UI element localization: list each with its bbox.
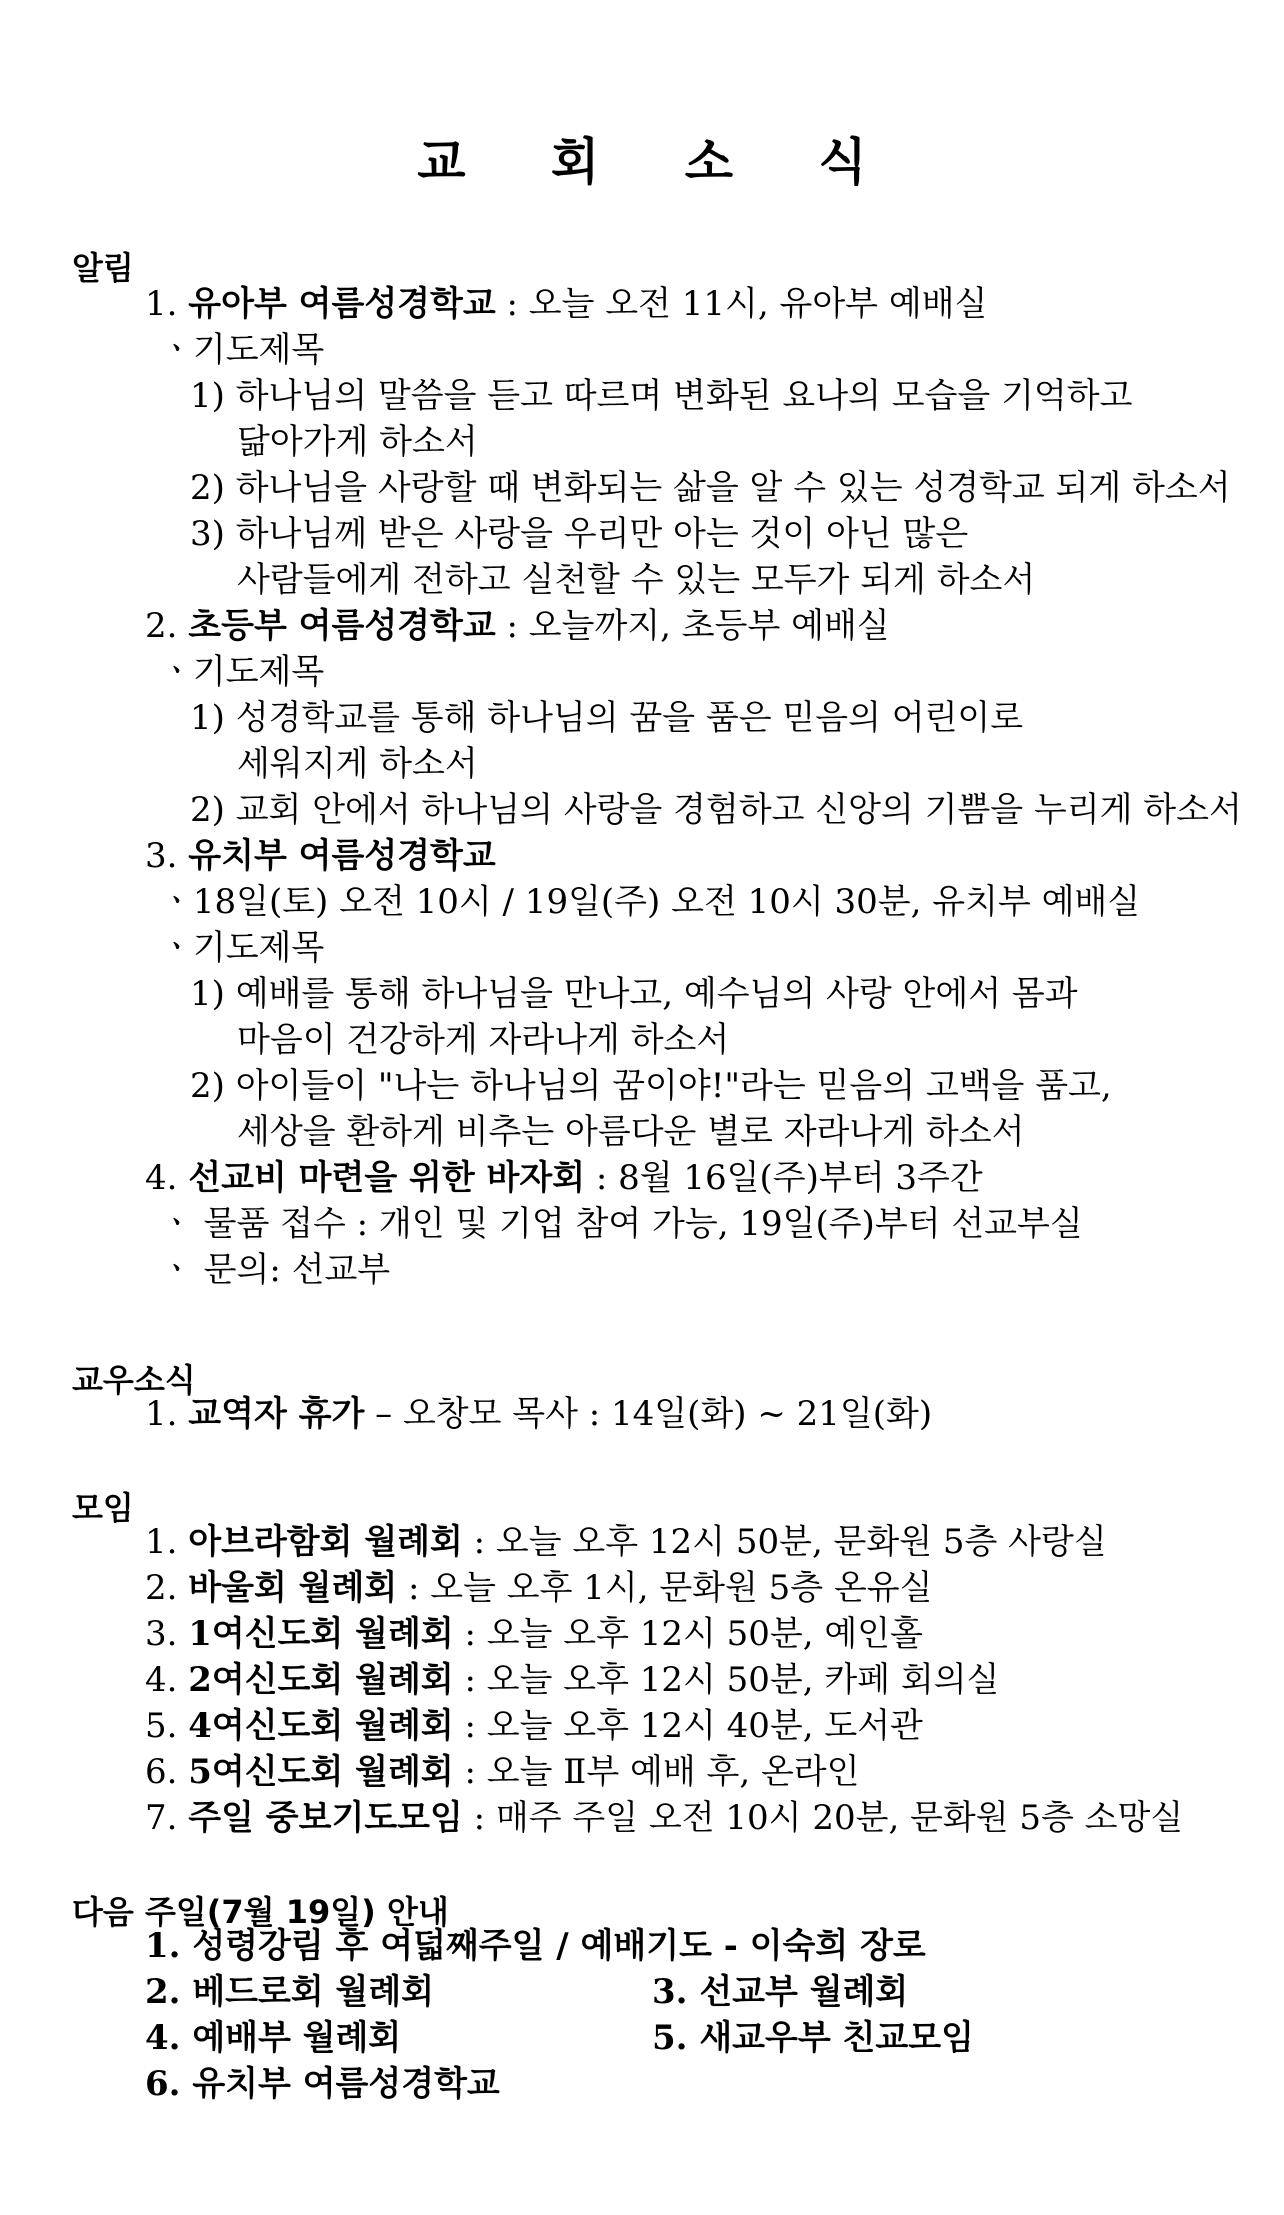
item-title: 선교비 마련을 위한 바자회: [188, 1158, 586, 1198]
meeting-item: [145, 1660, 999, 1701]
section-header-next-week: 다음 주일(7월 19일) 안내: [72, 1893, 449, 1931]
section-header-notice: 알림: [72, 249, 134, 287]
item-detail: : 매주 주일 오전 10시 20분, 문화원 5층 소망실: [462, 1798, 1184, 1838]
notice-item-3: [145, 836, 496, 877]
item-detail: : 오늘 오후 12시 50분, 카페 회의실: [453, 1660, 1000, 1700]
prayer-item: 2) 하나님을 사랑할 때 변화되는 삶을 알 수 있는 성경학교 되게 하소서: [190, 468, 1231, 508]
item-number: 6.: [145, 1752, 178, 1792]
prayer-item: 2) 아이들이 "나는 하나님의 꿈이야!"라는 믿음의 고백을 품고,: [190, 1066, 1112, 1106]
meeting-item: [145, 1706, 923, 1747]
prayer-item: 1) 예배를 통해 하나님을 만나고, 예수님의 사랑 안에서 몸과: [190, 974, 1078, 1014]
page-title: 교 회 소 식: [417, 133, 901, 191]
item-number: 7.: [145, 1798, 178, 1838]
item-number: 1.: [145, 1522, 178, 1562]
notice-item-2: [145, 606, 890, 647]
members-item-1: [145, 1394, 932, 1435]
item-number: 3.: [145, 1614, 178, 1654]
item-detail: : 오늘 Ⅱ부 예배 후, 온라인: [453, 1752, 860, 1792]
item-number: 5.: [145, 1706, 178, 1746]
item-detail: : 오늘 오후 12시 50분, 문화원 5층 사랑실: [462, 1522, 1107, 1562]
section-header-meetings: 모임: [72, 1489, 134, 1527]
next-week-item: 1. 성령강림 후 여덟째주일 / 예배기도 - 이숙희 장로: [145, 1926, 926, 1966]
item-title: 4여신도회 월례회: [188, 1706, 454, 1746]
item-number: 2.: [145, 606, 178, 646]
meeting-item: [145, 1752, 860, 1793]
item-number: 2.: [145, 1568, 178, 1608]
item-number: 4.: [145, 1158, 178, 1198]
prayer-label: ㆍ기도제목: [160, 652, 325, 692]
section-header-members: 교우소식: [72, 1361, 196, 1399]
prayer-item: 1) 하나님의 말씀을 듣고 따르며 변화된 요나의 모습을 기억하고: [190, 376, 1133, 416]
notice-item-4: [145, 1158, 983, 1199]
item-title: 바울회 월례회: [188, 1568, 398, 1608]
item-title: 1여신도회 월례회: [188, 1614, 454, 1654]
next-week-item-right: 3. 선교부 월례회: [652, 1972, 909, 2012]
prayer-label: ㆍ기도제목: [160, 330, 325, 370]
item-detail: : 오늘 오후 12시 40분, 도서관: [453, 1706, 923, 1746]
item-title: 2여신도회 월례회: [188, 1660, 454, 1700]
prayer-item-continued: 세상을 환하게 비추는 아름다운 별로 자라나게 하소서: [237, 1112, 1025, 1152]
prayer-item-continued: 사람들에게 전하고 실천할 수 있는 모두가 되게 하소서: [237, 560, 1036, 600]
item-detail: : 오늘까지, 초등부 예배실: [495, 606, 890, 646]
item-title: 아브라함회 월례회: [188, 1522, 463, 1562]
meeting-item: [145, 1614, 923, 1655]
notice-item-1: [145, 284, 987, 325]
prayer-item-continued: 마음이 건강하게 자라나게 하소서: [237, 1020, 730, 1060]
item-detail: : 오늘 오후 12시 50분, 예인홀: [453, 1614, 923, 1654]
item-detail: – 오창모 목사 : 14일(화) ~ 21일(화): [364, 1394, 933, 1434]
bullet-line: ㆍ 문의: 선교부: [160, 1250, 391, 1290]
item-number: 1.: [145, 1394, 178, 1434]
item-number: 1.: [145, 284, 178, 324]
prayer-item-continued: 닮아가게 하소서: [237, 422, 478, 462]
prayer-item-continued: 세워지게 하소서: [237, 744, 478, 784]
schedule-line: ㆍ18일(토) 오전 10시 / 19일(주) 오전 10시 30분, 유치부 예배실: [160, 882, 1141, 922]
item-number: 4.: [145, 1660, 178, 1700]
item-title: 주일 중보기도모임: [188, 1798, 463, 1838]
meeting-item: [145, 1568, 932, 1609]
meeting-item: [145, 1798, 1183, 1839]
bullet-line: ㆍ 물품 접수 : 개인 및 기업 참여 가능, 19일(주)부터 선교부실: [160, 1204, 1083, 1244]
prayer-label: ㆍ기도제목: [160, 928, 325, 968]
item-title: 5여신도회 월례회: [188, 1752, 454, 1792]
item-detail: : 오늘 오후 1시, 문화원 5층 온유실: [397, 1568, 933, 1608]
item-detail: : 오늘 오전 11시, 유아부 예배실: [495, 284, 988, 324]
next-week-item: 6. 유치부 여름성경학교: [145, 2064, 500, 2104]
item-title: 초등부 여름성경학교: [188, 606, 496, 646]
next-week-item-left: 2. 베드로회 월례회: [145, 1972, 435, 2012]
next-week-item: [145, 2018, 974, 2059]
prayer-item: 3) 하나님께 받은 사랑을 우리만 아는 것이 아닌 많은: [190, 514, 969, 554]
next-week-item-right: 5. 새교우부 친교모임: [652, 2018, 974, 2058]
prayer-item: 2) 교회 안에서 하나님의 사랑을 경험하고 신앙의 기쁨을 누리게 하소서: [190, 790, 1242, 830]
item-title: 교역자 휴가: [188, 1394, 365, 1434]
next-week-item-left: 4. 예배부 월례회: [145, 2018, 402, 2058]
item-title: 유아부 여름성경학교: [188, 284, 496, 324]
item-title: 유치부 여름성경학교: [188, 836, 496, 876]
item-detail: : 8월 16일(주)부터 3주간: [585, 1158, 983, 1198]
item-number: 3.: [145, 836, 178, 876]
prayer-item: 1) 성경학교를 통해 하나님의 꿈을 품은 믿음의 어린이로: [190, 698, 1024, 738]
next-week-item: [145, 1972, 909, 2013]
meeting-item: [145, 1522, 1107, 1563]
